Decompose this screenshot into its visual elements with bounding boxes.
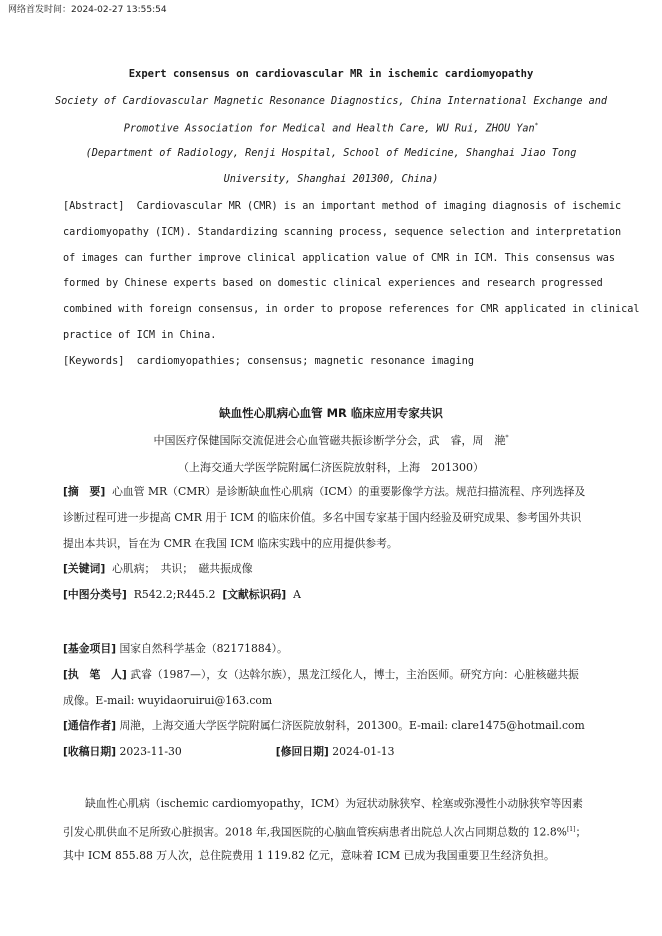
- chinese-keywords-line: [63, 556, 599, 582]
- doc-code-label: [文献标识码]: [222, 588, 287, 602]
- revised-date: 2024-01-13: [332, 745, 395, 759]
- clc-label: [中图分类号]: [63, 588, 127, 602]
- publication-time: 网络首发时间：2024-02-27 13:55:54: [8, 5, 167, 15]
- english-keywords-line: [63, 349, 599, 375]
- english-abstract-line: [Abstract] Cardiovascular MR (CMR) is an important method of imaging diagnosis of ischemic: [63, 201, 622, 212]
- english-affiliation-line2: University, Shanghai 201300, China): [223, 174, 439, 185]
- correspondence-line: [63, 713, 599, 739]
- english-abstract-line: of images can further improve clinical application value of CMR in ICM. This consensus was: [63, 252, 616, 264]
- english-title: Expert consensus on cardiovascular MR in ischemic cardiomyopathy: [128, 68, 534, 80]
- chinese-authors: 中国医疗保健国际交流促进会心血管磁共振诊断学分会，武 睿，周 滟*: [153, 434, 509, 447]
- chinese-affiliation: （上海交通大学医学院附属仁济医院放射科，上海 201300）: [178, 461, 484, 474]
- author-line: [执 笔 人] 武睿（1987—），女（达斡尔族），黑龙江绥化人，博士，主治医师。研究方向：心脏核磁共振: [63, 667, 579, 681]
- english-authors-line1: Society of Cardiovascular Magnetic Resonance Diagnostics, China International Exchange and: [54, 96, 607, 107]
- received-date: 2023-11-30: [119, 745, 182, 759]
- received-label: [收稿日期]: [63, 745, 117, 759]
- chinese-abstract-label: [摘 要]: [63, 485, 106, 498]
- fund-line: [63, 636, 599, 662]
- english-abstract-line: cardiomyopathy (ICM). Standardizing scanning process, sequence selection and interpretation: [63, 226, 622, 238]
- chinese-abstract: [63, 479, 599, 608]
- english-authors-text: Promotive Association for Medical and Health Care, WU Rui, ZHOU Yan: [123, 123, 535, 135]
- chinese-abstract-line: 提出本共识，旨在为 CMR 在我国 ICM 临床实践中的应用提供参考。: [63, 536, 398, 550]
- chinese-keywords: 心肌病； 共识； 磁共振成像: [112, 562, 253, 576]
- english-abstract-line: practice of ICM in China.: [63, 329, 217, 341]
- author-label: [执 笔 人]: [63, 667, 127, 681]
- classification-line: [63, 582, 599, 608]
- author-line-2: 成像。E-mail: wuyidaoruirui@163.com: [63, 693, 273, 707]
- english-abstract: [63, 194, 640, 375]
- corr-value: 周滟，上海交通大学医学院附属仁济医院放射科，201300。E-mail: clare1475@hotmail.com: [119, 719, 585, 733]
- chinese-abstract-line: 诊断过程可进一步提高 CMR 用于 ICM 的临床价值。多名中国专家基于国内经验及研究成果、参考国外共识: [63, 510, 582, 524]
- chinese-metadata: [63, 636, 599, 765]
- fund-label: [基金项目]: [63, 642, 117, 655]
- english-abstract-line: combined with foreign consensus, in order to propose references for CMR applicated in clinical: [63, 304, 640, 316]
- chinese-keywords-label: [关键词]: [63, 562, 106, 576]
- body-line: 引发心肌供血不足所致心脏损害。2018 年,我国医院的心脑血管疾病患者出院总人次占同期总数的 12.8%[1]；: [63, 825, 587, 839]
- citation-ref[interactable]: [1]: [566, 825, 576, 833]
- body-line: 缺血性心肌病（ischemic cardiomyopathy，ICM）为冠状动脉狭窄、栓塞或弥漫性小动脉狭窄等因素: [85, 797, 583, 810]
- english-abstract-label: [Abstract]: [63, 201, 125, 212]
- doc-code-value: A: [293, 588, 301, 602]
- clc-value: R542.2;R445.2: [133, 588, 216, 602]
- body-line: 其中 ICM 855.88 万人次，总住院费用 1 119.82 亿元，意味着 ICM 已成为我国重要卫生经济负担。: [63, 848, 555, 862]
- dates-line: [63, 739, 599, 765]
- fund-value: 国家自然科学基金（82171884）。: [119, 642, 288, 655]
- english-affiliation-line1: (Department of Radiology, Renji Hospital, School of Medicine, Shanghai Jiao Tong: [85, 148, 577, 159]
- chinese-abstract-line: [摘 要] 心血管 MR（CMR）是诊断缺血性心肌病（ICM）的重要影像学方法。规范扫描流程、序列选择及: [63, 485, 586, 498]
- corr-label: [通信作者]: [63, 719, 117, 733]
- english-keywords: cardiomyopathies; consensus; magnetic resonance imaging: [136, 355, 474, 367]
- body-paragraph: [63, 791, 599, 868]
- english-authors-line2: Promotive Association for Medical and Health Care, WU Rui, ZHOU Yan*: [123, 122, 539, 135]
- english-keywords-label: [Keywords]: [63, 355, 125, 367]
- english-abstract-line: formed by Chinese experts based on domestic clinical experiences and research progressed: [63, 278, 603, 290]
- chinese-title: 缺血性心肌病心血管 MR 临床应用专家共识: [219, 406, 443, 420]
- revised-label: [修回日期]: [275, 745, 329, 759]
